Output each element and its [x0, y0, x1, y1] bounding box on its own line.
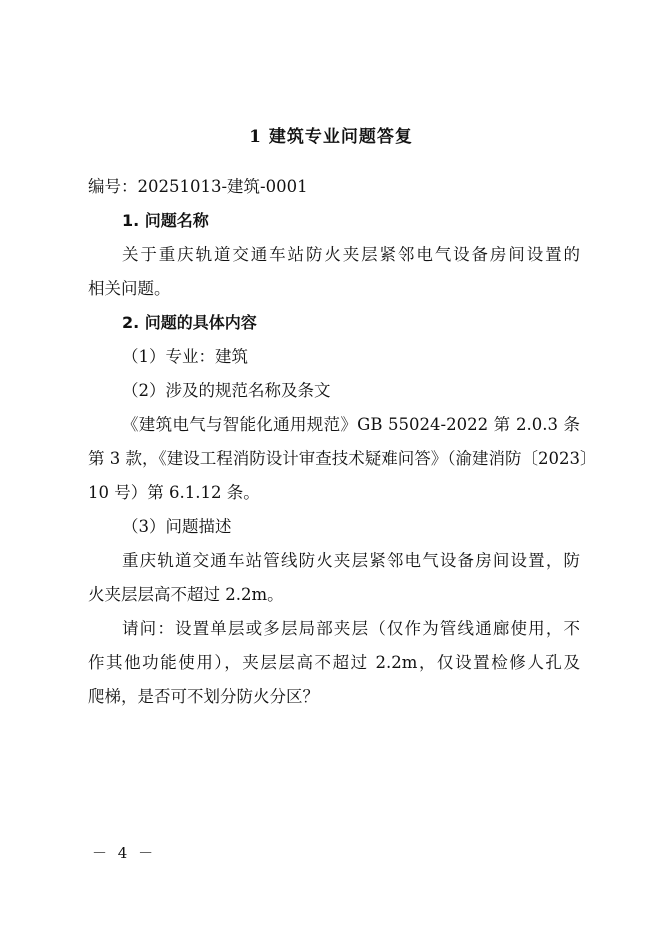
code-reference-line-2: 第 3 款，《建设工程消防设计审查技术疑难问答》（渝建消防〔2023〕: [88, 449, 597, 468]
question-line-2: 作其他功能使用），夹层层高不超过 2.2m，仅设置检修人孔及: [88, 653, 580, 672]
question-line-1: 请问：设置单层或多层局部夹层（仅作为管线通廊使用，不: [122, 619, 580, 638]
question-name-line-2: 相关问题。: [88, 279, 171, 298]
question-name-line-1: 关于重庆轨道交通车站防火夹层紧邻电气设备房间设置的: [122, 245, 580, 264]
description-line-2: 火夹层层高不超过 2.2m。: [88, 585, 284, 604]
description-line-1: 重庆轨道交通车站管线防火夹层紧邻电气设备房间设置，防: [122, 551, 580, 570]
heading-question-name: 1. 问题名称: [122, 211, 209, 230]
document-body: [88, 170, 597, 714]
code-reference-line-1: 《建筑电气与智能化通用规范》GB 55024-2022 第 2.0.3 条: [122, 415, 580, 434]
section-title: 1 建筑专业问题答复: [249, 127, 413, 147]
heading-question-content: 2. 问题的具体内容: [122, 313, 257, 332]
item-specialty: （1）专业：建筑: [122, 347, 248, 366]
item-description: （3）问题描述: [122, 517, 232, 536]
code-reference-line-3: 10 号）第 6.1.12 条。: [88, 483, 260, 502]
page-number: － 4 －: [92, 844, 157, 862]
document-number: 编号：20251013-建筑-0001: [88, 177, 308, 196]
question-line-3: 爬梯，是否可不划分防火分区？: [88, 687, 319, 706]
item-code-reference: （2）涉及的规范名称及条文: [122, 381, 331, 400]
